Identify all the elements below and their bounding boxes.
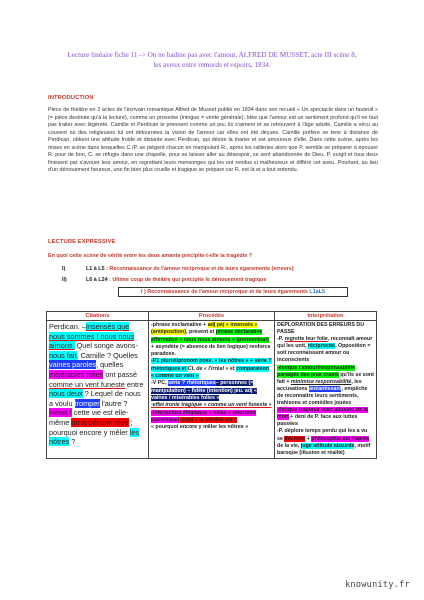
problematique-question: En quoi cette scène de vérité entre les deux amants précipite-t-elle la tragédie ? — [48, 253, 253, 259]
header-procedes: Procédés — [149, 312, 275, 321]
citations-cell: Perdican. –Insensés que nous sommes ! nous nous aimons. Quel songe avons-nous fait, Camille ? Quelles vaines paroles, quelles misérables folies ont passé comme un vent funeste entre nous deux ? Lequel de nous a voulu tromper l'autre ? Hélas ! cette vie est elle-même un si pénible rêve ; pourquoi encore y mêler les nôtres ? — [47, 321, 149, 459]
part-one-box: I ) Reconnaissance de l'amour réciproque et de leurs égarements L1àL5 — [118, 287, 348, 297]
knowunity-watermark: knowunity.fr — [344, 580, 410, 590]
interpretation-cell: DEPLORATION DES ERREURS DU PASSE -P. regrette leur folie, reconnaît amour qui les unit, réciprocité. Opposition = soit reconnaissent amour ou inconscients -évoque l'amour/responsabilité partagée des jeux cruels qu'ils se sont fait + minimise responsabilité, les accusations anéantissant, empêche de reconnaitre leurs sentiments, trahisons et comédies jouées -évoque tragique avec allusion de la mort + déni de P. face aux luttes passées -P. déplore temps perdu qui les a vu se déchirer + philosophie sur l'après de la vie, juge attitude absurde, motif baroque (illusion et réalité) — [275, 321, 377, 459]
procedes-cell: -phrase exclamative + adj péj « insensés » (antéposition), présent et phrase déclarative affirmative « nous nous aimons » (pronominal) + asyndète (= absence de lien logique) renforce paradoxe. -P1 pluriel/pronom poss. « les nôtres » + série ? rhétoriques et CL de « l'irréel » et comparaison « comme un vent » -V PC, série ? rhétoriques– personnes (= manipulation) – fidèle (intention) jeu. adj « vaines / misérables folies » -effet ironie tragique « comme un vent funeste » -interjection élégiaque « hélas » (tournure pathétique) sujet « la pénible vie » « pourquoi encore y mêler les nôtres » — [149, 321, 275, 459]
analysis-table — [46, 311, 377, 459]
header-interpretation: Interprétation — [275, 312, 377, 321]
lecture-heading: LECTURE EXPRESSIVE — [48, 239, 116, 245]
table-row — [47, 321, 377, 459]
plan-item-1: I) L1 à L5 : Reconnaissance de l'amour réciproque et de leurs égarements (erreurs) — [62, 266, 294, 272]
introduction-heading: INTRODUCTION — [48, 95, 94, 101]
table-header-row — [47, 312, 377, 321]
document-title: Lecture linéaire fiche 11 -> On ne badine pas avec l'amour, ALFRED DE MUSSET, acte III scène 8, les aveux entre remords et espoirs, 1834. — [67, 51, 357, 69]
introduction-paragraph: Pièce de théâtre en 3 actes de l'écrivain romantique Alfred de Musset publié en 1834 dans son recueil « Un spectacle dans un fauteuil » (= pièce destinée qu'à la lecture), comme un proverbe (intrigue = vérité générale). Idée que l'amour est un sentiment profond qu'il ne faut pas traiter avec légèreté. Camille et Perdican le prennent comme un jeu, ils s'aiment et se retrouvent à l'âge adulte, Camille a vécu au couvent où des religieuses lui ont détournées la vision de l'amour car elles ont été déçues. Camille préfère se tenir à distance de Perdican, obtient une attitude froide et distante avec Perdican, qui désire la marier et est amoureux d'elle. Dans cette scène, après les mises en scène dans lesquelles C./P. se piègent chacun en manipulant R., après les railleries alors que P. semble se préparer à épouser R. pour de bon, C. se réfugie dans une chapelle, pour se laisser aller au désespoir, se sent abandonnée de Dieu. P. surgit et tous deux finissent par s'avouer leur amour, en regrettant leurs mensonges qui les ont rendus si malheureux et différé cet aveu. Pourtant, au lieu d'un dénouement heureux, une fin bien plus cruelle et tragique se prépare car R. est là et a tout entendu. — [48, 107, 378, 174]
header-citations: Citations — [47, 312, 149, 321]
plan-item-2: II) L6 à L24 : Ultime coup de théâtre qui précipite le dénouement tragique — [62, 277, 267, 283]
